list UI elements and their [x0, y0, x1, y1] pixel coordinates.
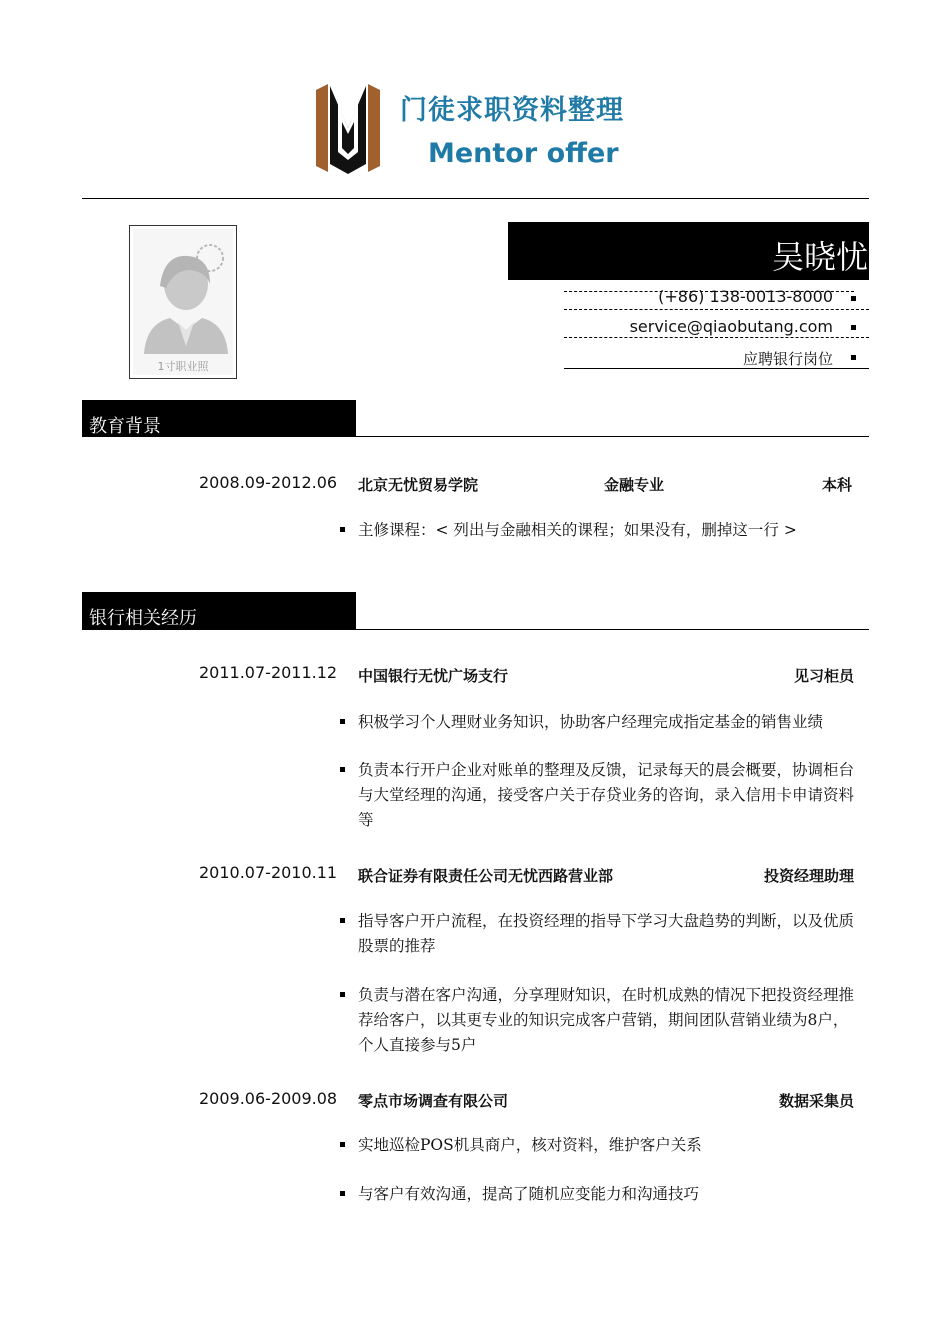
bullet-icon [340, 767, 345, 772]
education-courses: 主修课程：< 列出与金融相关的课程；如果没有，删掉这一行 > [358, 521, 797, 539]
job-role: 见习柜员 [793, 667, 854, 685]
email-underline [564, 337, 869, 338]
profile-photo [129, 225, 237, 379]
job-bullet: 指导客户开户流程，在投资经理的指导下学习大盘趋势的判断，以及优质股票的推荐 [358, 912, 855, 955]
job-organization: 中国银行无忧广场支行 [358, 667, 509, 685]
job-date: 2010.07-2010.11 [199, 863, 338, 882]
education-section-title: 教育背景 [89, 416, 161, 437]
bullet-icon [340, 527, 345, 532]
job-date: 2011.07-2011.12 [199, 663, 338, 682]
job-bullet: 负责与潜在客户沟通，分享理财知识，在时机成熟的情况下把投资经理推荐给客户，以其更专业的知识完成客户营销，期间团队营销业绩为8户，个人直接参与5户 [358, 986, 855, 1054]
bullet-icon [340, 719, 345, 724]
logo-title-en: Mentor offer [428, 138, 619, 169]
education-major: 金融专业 [604, 476, 665, 494]
header-divider [82, 198, 869, 199]
photo-caption: 1寸职业照 [157, 360, 209, 373]
job-organization: 联合证券有限责任公司无忧西路营业部 [358, 867, 614, 885]
avatar-silhouette-icon [130, 226, 236, 378]
email-marker-icon [851, 325, 856, 330]
phone-underline [564, 309, 869, 310]
objective-text: 应聘银行岗位 [742, 350, 833, 368]
phone-text: (+86) 138-0013-8000 [658, 287, 833, 306]
objective-underline [564, 368, 869, 369]
education-degree: 本科 [822, 476, 853, 494]
job-organization: 零点市场调查有限公司 [358, 1092, 509, 1110]
education-section-rule [82, 436, 869, 437]
job-bullet: 积极学习个人理财业务知识，协助客户经理完成指定基金的销售业绩 [358, 713, 824, 731]
bullet-icon [340, 918, 345, 923]
candidate-name: 吴晓忧 [771, 238, 868, 276]
objective-marker-icon [851, 355, 856, 360]
bullet-icon [340, 1142, 345, 1147]
bullet-icon [340, 1191, 345, 1196]
experience-section-rule [82, 629, 869, 630]
mentor-logo-mark [312, 82, 384, 174]
email-text: service@qiaobutang.com [629, 317, 833, 336]
job-bullet: 与客户有效沟通，提高了随机应变能力和沟通技巧 [358, 1185, 700, 1203]
phone-marker-icon [851, 296, 856, 301]
experience-section-title: 银行相关经历 [89, 608, 197, 629]
bullet-icon [340, 992, 345, 997]
logo-title-cn: 门徒求职资料整理 [400, 95, 624, 126]
job-role: 投资经理助理 [763, 867, 854, 885]
education-date: 2008.09-2012.06 [199, 473, 338, 492]
job-bullet: 实地巡检POS机具商户，核对资料，维护客户关系 [358, 1136, 702, 1154]
job-role: 数据采集员 [778, 1092, 854, 1110]
job-date: 2009.06-2009.08 [199, 1089, 338, 1108]
job-bullet: 负责本行开户企业对账单的整理及反馈，记录每天的晨会概要，协调柜台与大堂经理的沟通，接受客户关于存贷业务的咨询，录入信用卡申请资料等 [358, 761, 855, 829]
education-school: 北京无忧贸易学院 [358, 476, 479, 494]
